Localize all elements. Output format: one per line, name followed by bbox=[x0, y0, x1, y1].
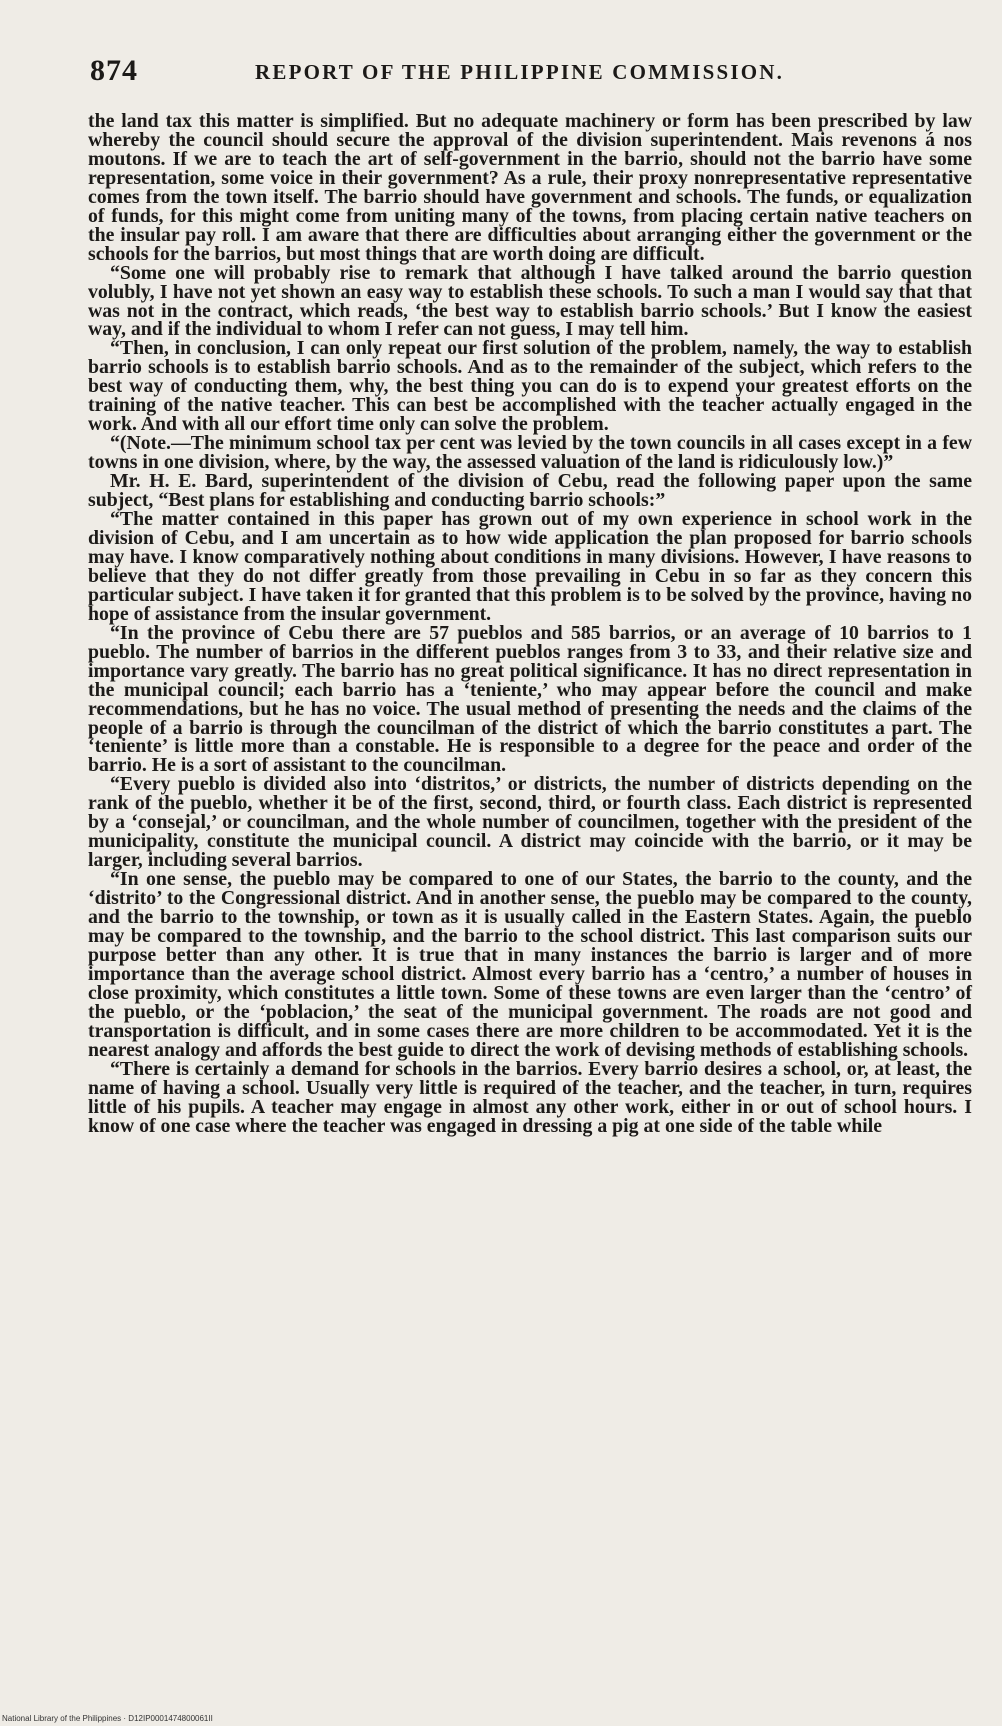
paragraph: the land tax this matter is simplified. But no adequate machinery or form has been prescribed by law whereby the council should secure the approval of the division superintendent. Mais revenons á nos moutons. If we are to teach the art of self-government in the barrio, should not the barrio have some representation, some voice in their government? As a rule, their proxy nonrepresentative representative comes from the town itself. The barrio should have government and schools. The funds, or equalization of funds, for this might come from uniting many of the towns, from placing certain native teachers on the insular pay roll. I am aware that there are difficulties about arranging either the government or the schools for the barrios, but most things that are worth doing are difficult. bbox=[88, 110, 972, 265]
body-text bbox=[88, 112, 972, 1135]
paragraph: Mr. H. E. Bard, superintendent of the division of Cebu, read the following paper upon the same subject, “Best plans for establishing and conducting barrio schools:” bbox=[88, 470, 972, 512]
paragraph: “Some one will probably rise to remark that although I have talked around the barrio question volubly, I have not yet shown an easy way to establish these schools. To such a man I would say that that was not in the contract, which reads, ‘the best way to establish barrio schools.’ But I know the easiest way, and if the individual to whom I refer can not guess, I may tell him. bbox=[88, 261, 972, 341]
paragraph: “In one sense, the pueblo may be compared to one of our States, the barrio to the county, and the ‘distrito’ to the Congressional district. And in another sense, the pueblo may be compared to the county, and the barrio to the township, or town as it is usually called in the Eastern States. Again, the pueblo may be compared to the township, and the barrio to the school district. This last comparison suits our purpose better than any other. It is true that in many instances the barrio is larger and of more importance than the average school district. Almost every barrio has a ‘centro,’ a number of houses in close proximity, which constitutes a little town. Some of these towns are even larger than the ‘centro’ of the pueblo, or the ‘poblacion,’ the seat of the municipal government. The roads are not good and transportation is difficult, and in some cases there are more children to be accommodated. Yet it is the nearest analogy and affords the best guide to direct the work of devising methods of establishing schools. bbox=[88, 868, 972, 1061]
paragraph: “The matter contained in this paper has grown out of my own experience in school work in the division of Cebu, and I am uncertain as to how wide application the plan proposed for barrio schools may have. I know comparatively nothing about conditions in many divisions. However, I have reasons to believe that they do not differ greatly from those prevailing in Cebu in so far as they concern this particular subject. I have taken it for granted that this problem is to be solved by the province, having no hope of assistance from the insular government. bbox=[88, 508, 972, 625]
paragraph: “Every pueblo is divided also into ‘distritos,’ or districts, the number of districts depending on the rank of the pueblo, whether it be of the first, second, third, or fourth class. Each district is represented by a ‘consejal,’ or councilman, and the whole number of councilmen, together with the president of the municipality, constitute the municipal council. A district may coincide with the barrio, or it may be larger, including several barrios. bbox=[88, 773, 972, 872]
paragraph: “Then, in conclusion, I can only repeat our first solution of the problem, namely, the way to establish barrio schools is to establish barrio schools. And as to the remainder of the subject, which refers to the best way of conducting them, why, the best thing you can do is to expend your greatest efforts on the training of the native teacher. This can best be accomplished with the teacher actually engaged in the work. And with all our effort time only can solve the problem. bbox=[88, 337, 972, 436]
note-paragraph: “(Note.—The minimum school tax per cent was levied by the town councils in all cases except in a few towns in one division, where, by the way, the assessed valuation of the land is ridiculously low.)” bbox=[88, 432, 972, 474]
paragraph: “There is certainly a demand for schools in the barrios. Every barrio desires a school, or, at least, the name of having a school. Usually very little is required of the teacher, and the teacher, in turn, requires little of his pupils. A teacher may engage in almost any other work, either in or out of school hours. I know of one case where the teacher was engaged in dressing a pig at one side of the table while bbox=[88, 1057, 972, 1137]
paragraph: “In the province of Cebu there are 57 pueblos and 585 barrios, or an average of 10 barrios to 1 pueblo. The number of barrios in the different pueblos ranges from 3 to 33, and their relative size and importance vary greatly. The barrio has no great political significance. It has no direct representation in the municipal council; each barrio has a ‘teniente,’ who may appear before the council and make recommendations, but he has no voice. The usual method of presenting the needs and the claims of the people of a barrio is through the councilman of the district of which the barrio constitutes a part. The ‘teniente’ is little more than a constable. He is responsible to a degree for the peace and order of the barrio. He is a sort of assistant to the councilman. bbox=[88, 621, 972, 777]
page-number: 874 bbox=[90, 54, 138, 87]
running-title: REPORT OF THE PHILIPPINE COMMISSION. bbox=[255, 60, 785, 84]
page-header bbox=[90, 54, 962, 94]
scan-credit: National Library of the Philippines · D12IP0001474800061II bbox=[2, 1714, 213, 1723]
